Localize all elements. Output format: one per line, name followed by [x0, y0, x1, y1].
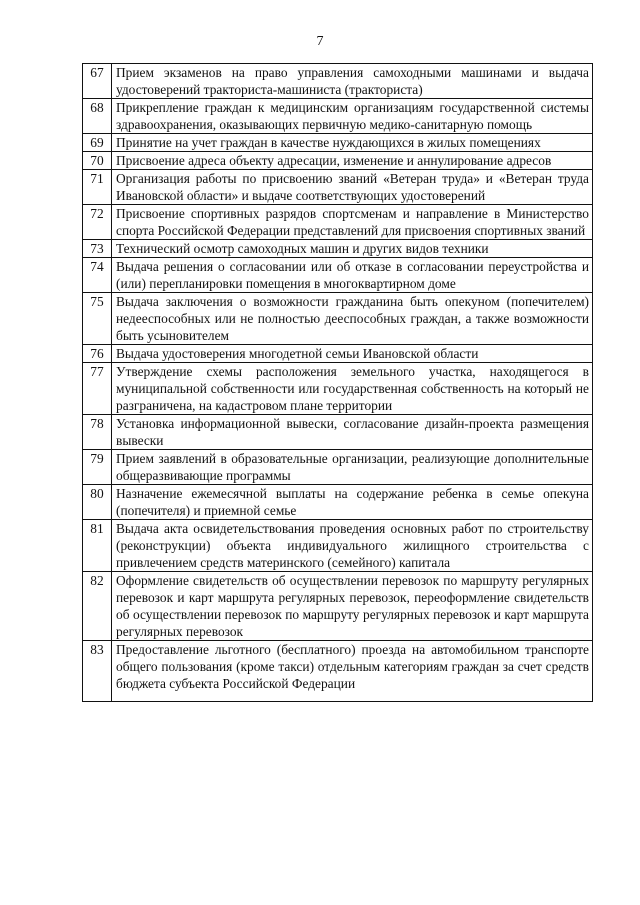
service-name: Прием заявлений в образовательные организации, реализующие дополнительные общеразвивающие программы [112, 450, 593, 485]
table-row [83, 345, 593, 363]
table-row [83, 134, 593, 152]
row-number: 68 [83, 99, 112, 134]
service-name: Назначение ежемесячной выплаты на содержание ребенка в семье опекуна (попечителя) и приемной семье [112, 485, 593, 520]
service-name: Выдача удостоверения многодетной семьи Ивановской области [112, 345, 593, 363]
table-row [83, 485, 593, 520]
table-row [83, 293, 593, 345]
row-number: 79 [83, 450, 112, 485]
row-number: 72 [83, 205, 112, 240]
row-number: 80 [83, 485, 112, 520]
table-row [83, 170, 593, 205]
row-number: 74 [83, 258, 112, 293]
table-row [83, 152, 593, 170]
table-row [83, 450, 593, 485]
page-number: 7 [316, 34, 324, 49]
service-name: Прикрепление граждан к медицинским организациям государственной системы здравоохранения, оказывающих первичную медико-санитарную помощь [112, 99, 593, 134]
table-row [83, 415, 593, 450]
row-number: 70 [83, 152, 112, 170]
service-name: Выдача решения о согласовании или об отказе в согласовании переустройства и (или) перепланировки помещения в многоквартирном доме [112, 258, 593, 293]
row-number: 71 [83, 170, 112, 205]
service-name: Технический осмотр самоходных машин и других видов техники [112, 240, 593, 258]
table-row [83, 641, 593, 702]
service-name: Предоставление льготного (бесплатного) проезда на автомобильном транспорте общего пользования (кроме такси) отдельным категориям граждан за счет средств бюджета субъекта Российской Федерации [112, 641, 593, 702]
row-number: 78 [83, 415, 112, 450]
row-number: 83 [83, 641, 112, 702]
service-name: Выдача акта освидетельствования проведения основных работ по строительству (реконструкции) объекта индивидуального жилищного строительства с привлечением средств материнского (семейного) капитала [112, 520, 593, 572]
row-number: 69 [83, 134, 112, 152]
services-table [82, 63, 593, 702]
table-row [83, 205, 593, 240]
table-row [83, 240, 593, 258]
row-number: 81 [83, 520, 112, 572]
table-row [83, 572, 593, 641]
service-name: Присвоение спортивных разрядов спортсменам и направление в Министерство спорта Российской Федерации представлений для присвоения спортивных званий [112, 205, 593, 240]
table-row [83, 99, 593, 134]
service-name: Утверждение схемы расположения земельного участка, находящегося в муниципальной собственности или государственная собственность на который не разграничена, на кадастровом плане территории [112, 363, 593, 415]
service-name: Установка информационной вывески, согласование дизайн-проекта размещения вывески [112, 415, 593, 450]
row-number: 73 [83, 240, 112, 258]
table-row [83, 520, 593, 572]
service-name: Прием экзаменов на право управления самоходными машинами и выдача удостоверений тракториста-машиниста (тракториста) [112, 64, 593, 99]
service-name: Оформление свидетельств об осуществлении перевозок по маршруту регулярных перевозок и карт маршрута регулярных перевозок, переоформление свидетельств об осуществлении перевозок по маршруту регулярных перевозок и карт маршрута регулярных перевозок [112, 572, 593, 641]
service-name: Принятие на учет граждан в качестве нуждающихся в жилых помещениях [112, 134, 593, 152]
service-name: Организация работы по присвоению званий «Ветеран труда» и «Ветеран труда Ивановской области» и выдаче соответствующих удостоверений [112, 170, 593, 205]
row-number: 82 [83, 572, 112, 641]
row-number: 76 [83, 345, 112, 363]
table-row [83, 64, 593, 99]
service-name: Выдача заключения о возможности гражданина быть опекуном (попечителем) недееспособных или не полностью дееспособных граждан, а также возможности быть усыновителем [112, 293, 593, 345]
table-row [83, 363, 593, 415]
table-row [83, 258, 593, 293]
row-number: 67 [83, 64, 112, 99]
service-name: Присвоение адреса объекту адресации, изменение и аннулирование адресов [112, 152, 593, 170]
row-number: 75 [83, 293, 112, 345]
row-number: 77 [83, 363, 112, 415]
